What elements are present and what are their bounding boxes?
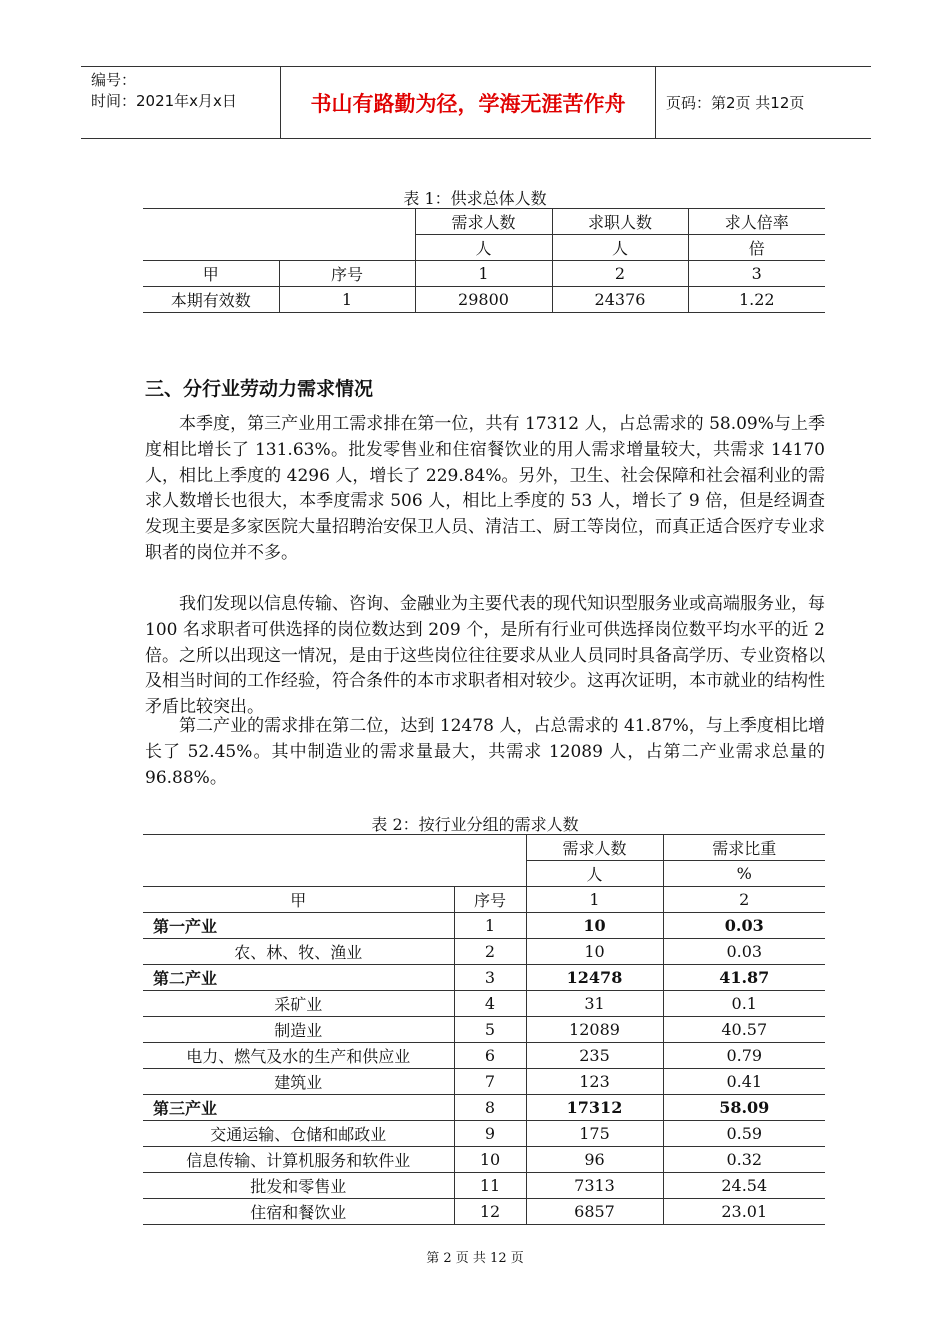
table-row (143, 913, 825, 939)
row-share: 0.59 (663, 1121, 825, 1147)
row-label: 农、林、牧、渔业 (143, 939, 454, 965)
row-seq: 3 (454, 965, 526, 991)
row-count: 10 (526, 939, 663, 965)
row-share: 0.32 (663, 1147, 825, 1173)
table1-unit: 倍 (688, 235, 825, 261)
table-row (143, 991, 825, 1017)
row-count: 96 (526, 1147, 663, 1173)
serial-label: 编号： (91, 71, 137, 89)
table-row (143, 1199, 825, 1225)
row-share: 40.57 (663, 1017, 825, 1043)
page-info: 页码：第2页 共12页 (666, 94, 805, 112)
table-row (143, 1173, 825, 1199)
row-share: 58.09 (663, 1095, 825, 1121)
table1-label-col: 甲 (143, 261, 279, 287)
table1-seq-col: 序号 (279, 261, 415, 287)
row-value: 24376 (552, 287, 688, 313)
row-label: 第二产业 (143, 965, 454, 991)
paragraph: 第二产业的需求排在第二位，达到 12478 人，占总需求的 41.87%，与上季度相比增长了 52.45%。其中制造业的需求量最大，共需求 12089 人，占第二产业需求总量的 96.88%。 (145, 716, 825, 788)
table-row (143, 965, 825, 991)
page-header (81, 66, 871, 139)
row-seq: 12 (454, 1199, 526, 1225)
row-share: 24.54 (663, 1173, 825, 1199)
row-share: 0.41 (663, 1069, 825, 1095)
row-seq: 11 (454, 1173, 526, 1199)
row-label: 批发和零售业 (143, 1173, 454, 1199)
row-label: 交通运输、仓储和邮政业 (143, 1121, 454, 1147)
row-count: 235 (526, 1043, 663, 1069)
table2-col-count: 需求人数 (526, 835, 663, 861)
table1-caption: 表 1：供求总体人数 (403, 189, 547, 208)
page-footer: 第 2 页 共 12 页 (426, 1251, 524, 1266)
row-count: 12478 (526, 965, 663, 991)
table1-col-seekers: 求职人数 (552, 209, 688, 235)
row-seq: 1 (454, 913, 526, 939)
table2-col-num: 2 (663, 887, 825, 913)
motto: 书山有路勤为径，学海无涯苦作舟 (281, 67, 656, 138)
row-share: 41.87 (663, 965, 825, 991)
table-row (143, 1043, 825, 1069)
row-label: 制造业 (143, 1017, 454, 1043)
table-row (143, 939, 825, 965)
paragraph: 本季度，第三产业用工需求排在第一位，共有 17312 人，占总需求的 58.09%与上季度相比增长了 131.63%。批发零售业和住宿餐饮业的用人需求增量较大，共需求 14170 人，相比上季度的 4296 人，增长了 229.84%。另外，卫生、社会保障和社会福利业的需求人数增长也很大，本季度需求 506 人，相比上季度的 53 人，增长了 9 倍，但是经调查发现主要是多家医院大量招聘治安保卫人员、清洁工、厨工等岗位，而真正适合医疗专业求职者的岗位并不多。 (145, 414, 825, 563)
table-row (143, 1095, 825, 1121)
row-seq: 9 (454, 1121, 526, 1147)
row-seq: 6 (454, 1043, 526, 1069)
row-value: 1.22 (688, 287, 825, 313)
table-row (143, 287, 825, 313)
row-label: 信息传输、计算机服务和软件业 (143, 1147, 454, 1173)
supply-demand-table (143, 208, 825, 313)
row-seq: 1 (279, 287, 415, 313)
header-left-cell (81, 67, 281, 138)
row-count: 7313 (526, 1173, 663, 1199)
table1-unit: 人 (552, 235, 688, 261)
table2-corner (143, 835, 526, 887)
row-label: 电力、燃气及水的生产和供应业 (143, 1043, 454, 1069)
row-count: 31 (526, 991, 663, 1017)
row-label: 本期有效数 (143, 287, 279, 313)
row-seq: 7 (454, 1069, 526, 1095)
industry-demand-table (143, 834, 825, 1225)
row-seq: 10 (454, 1147, 526, 1173)
row-seq: 2 (454, 939, 526, 965)
row-label: 采矿业 (143, 991, 454, 1017)
row-seq: 4 (454, 991, 526, 1017)
table1-unit: 人 (415, 235, 552, 261)
row-share: 0.03 (663, 939, 825, 965)
row-count: 123 (526, 1069, 663, 1095)
table-row (143, 1147, 825, 1173)
row-seq: 5 (454, 1017, 526, 1043)
row-share: 0.79 (663, 1043, 825, 1069)
table2-unit: 人 (526, 861, 663, 887)
time-label: 时间：2021年x月x日 (91, 92, 237, 110)
row-count: 6857 (526, 1199, 663, 1225)
table2-col-share: 需求比重 (663, 835, 825, 861)
row-seq: 8 (454, 1095, 526, 1121)
table2-unit: % (663, 861, 825, 887)
row-count: 12089 (526, 1017, 663, 1043)
row-label: 住宿和餐饮业 (143, 1199, 454, 1225)
table1-col-num: 3 (688, 261, 825, 287)
table2-label-col: 甲 (143, 887, 454, 913)
table2-caption: 表 2：按行业分组的需求人数 (371, 815, 579, 834)
table2-col-num: 1 (526, 887, 663, 913)
table2-seq-col: 序号 (454, 887, 526, 913)
table-row (143, 1121, 825, 1147)
paragraph: 我们发现以信息传输、咨询、金融业为主要代表的现代知识型服务业或高端服务业，每 100 名求职者可供选择的岗位数达到 209 个，是所有行业可供选择岗位数平均水平的近 2 倍。之所以出现这一情况，是由于这些岗位往往要求从业人员同时具备高学历、专业资格以及相当时间的工作经验，符合条件的本市求职者相对较少。这再次证明，本市就业的结构性矛盾比较突出。 (145, 594, 825, 718)
table1-col-num: 2 (552, 261, 688, 287)
row-label: 第一产业 (143, 913, 454, 939)
table1-col-ratio: 求人倍率 (688, 209, 825, 235)
table-row (143, 1017, 825, 1043)
row-count: 10 (526, 913, 663, 939)
table-row (143, 1069, 825, 1095)
table1-col-demand: 需求人数 (415, 209, 552, 235)
row-count: 17312 (526, 1095, 663, 1121)
section-heading: 三、分行业劳动力需求情况 (145, 378, 374, 400)
table1-col-num: 1 (415, 261, 552, 287)
row-value: 29800 (415, 287, 552, 313)
row-label: 建筑业 (143, 1069, 454, 1095)
row-count: 175 (526, 1121, 663, 1147)
row-share: 0.03 (663, 913, 825, 939)
row-share: 0.1 (663, 991, 825, 1017)
row-share: 23.01 (663, 1199, 825, 1225)
table1-corner (143, 209, 415, 261)
row-label: 第三产业 (143, 1095, 454, 1121)
